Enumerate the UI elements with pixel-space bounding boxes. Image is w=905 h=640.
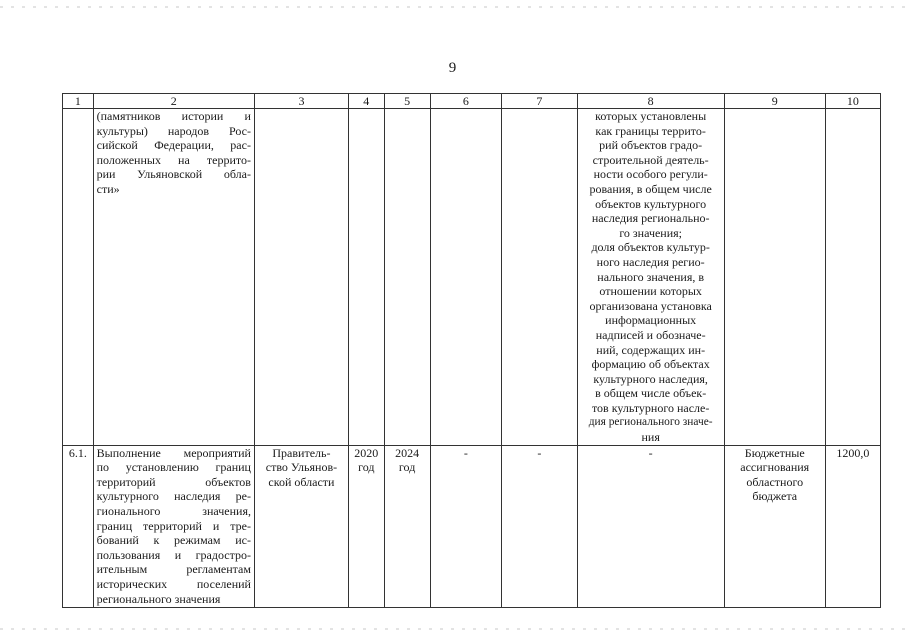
text-line: исторических поселений bbox=[96, 577, 251, 591]
scan-artifact-bottom bbox=[0, 628, 905, 630]
text-line: гионального значения, bbox=[96, 504, 251, 519]
cell-col-6: - bbox=[430, 445, 501, 607]
page-number: 9 bbox=[448, 60, 457, 76]
cell-executor bbox=[254, 445, 348, 607]
text-line: ного наследия регио- bbox=[596, 254, 705, 269]
text-line: рии Ульяновской обла- bbox=[96, 167, 251, 182]
table-row-6-1 bbox=[63, 445, 881, 607]
text-line: которых установлены bbox=[595, 109, 707, 123]
text-line: дия регионального значе- bbox=[588, 416, 713, 429]
text-line: нального значения, в bbox=[597, 269, 705, 284]
text-line: как границы террито- bbox=[595, 123, 706, 138]
text-line: культурного наследия ре- bbox=[96, 489, 251, 504]
text-line: год bbox=[398, 460, 416, 475]
text-line: сти» bbox=[96, 181, 120, 196]
header-col-4: 4 bbox=[348, 94, 384, 109]
cell-executor bbox=[254, 109, 348, 446]
text-line: сийской Федерации, рас- bbox=[96, 138, 251, 153]
text-line: культурного наследия, bbox=[593, 371, 708, 386]
cell-funding-source bbox=[724, 109, 825, 446]
text-line: 2020 bbox=[354, 445, 379, 460]
text-line: Выполнение мероприятий bbox=[96, 445, 251, 460]
text-line: ской области bbox=[268, 474, 335, 489]
cell-col-7 bbox=[502, 109, 578, 446]
cell-indicators: - bbox=[577, 445, 724, 607]
text-line: 2024 bbox=[395, 445, 420, 460]
header-col-9: 9 bbox=[724, 94, 825, 109]
text-line: регионального значения bbox=[96, 591, 221, 606]
text-line: отношении которых bbox=[599, 284, 702, 299]
text-line: Бюджетные bbox=[744, 445, 805, 460]
cell-amount bbox=[825, 109, 880, 446]
table-row-continuation bbox=[63, 109, 881, 446]
table-header-row bbox=[63, 94, 881, 109]
cell-activity bbox=[93, 445, 254, 607]
text-line: Правитель- bbox=[272, 445, 331, 460]
text-line: тов культурного насле- bbox=[591, 400, 710, 415]
text-line: ство Ульянов- bbox=[265, 460, 338, 475]
cell-amount: 1200,0 bbox=[825, 445, 880, 607]
text-line: рования, в общем числе bbox=[589, 181, 712, 196]
text-line: год bbox=[358, 460, 375, 475]
text-line: территорий объектов bbox=[96, 474, 251, 489]
header-col-7: 7 bbox=[502, 94, 578, 109]
text-line: наследия регионально- bbox=[591, 211, 710, 226]
text-line: границ территорий и тре- bbox=[96, 518, 251, 533]
cell-activity-continuation bbox=[93, 109, 254, 446]
text-line: ности особого регули- bbox=[593, 167, 708, 182]
program-table bbox=[62, 93, 881, 608]
text-line: культуры) народов Рос- bbox=[96, 123, 251, 138]
text-line: пользования и градостро- bbox=[96, 547, 251, 562]
text-line: ассигнования bbox=[740, 460, 810, 475]
text-line: объектов культурного bbox=[595, 196, 707, 211]
text-line: (памятников истории и bbox=[96, 109, 251, 123]
text-line: ительным регламентам bbox=[96, 562, 251, 577]
text-line: организована установка bbox=[589, 298, 712, 313]
text-line: в общем числе объек- bbox=[595, 386, 707, 401]
text-line: формацию об объектах bbox=[591, 357, 710, 372]
cell-col-7: - bbox=[502, 445, 578, 607]
text-line: областного bbox=[746, 474, 804, 489]
text-line: бований к режимам ис- bbox=[96, 533, 251, 548]
text-line: положенных на террито- bbox=[96, 152, 251, 167]
text-line: рий объектов градо- bbox=[599, 138, 703, 153]
header-col-10: 10 bbox=[825, 94, 880, 109]
cell-end-year bbox=[384, 445, 430, 607]
text-line: доля объектов культур- bbox=[591, 240, 710, 255]
cell-funding-source bbox=[724, 445, 825, 607]
text-line: ний, содержащих ин- bbox=[596, 342, 706, 357]
header-col-2: 2 bbox=[93, 94, 254, 109]
cell-indicators-continuation bbox=[577, 109, 724, 446]
header-col-8: 8 bbox=[577, 94, 724, 109]
scan-artifact-top bbox=[0, 6, 905, 8]
header-col-3: 3 bbox=[254, 94, 348, 109]
cell-number bbox=[63, 109, 94, 446]
cell-col-6 bbox=[430, 109, 501, 446]
header-col-6: 6 bbox=[430, 94, 501, 109]
header-col-5: 5 bbox=[384, 94, 430, 109]
text-line: строительной деятель- bbox=[592, 152, 709, 167]
text-line: информационных bbox=[605, 313, 697, 328]
cell-start-year bbox=[348, 445, 384, 607]
cell-end-year bbox=[384, 109, 430, 446]
cell-start-year bbox=[348, 109, 384, 446]
text-line: бюджета bbox=[752, 489, 798, 504]
cell-number: 6.1. bbox=[63, 445, 94, 607]
text-line: по установлению границ bbox=[96, 460, 251, 475]
header-col-1: 1 bbox=[63, 94, 94, 109]
text-line: ния bbox=[641, 430, 660, 445]
text-line: надписей и обозначе- bbox=[595, 327, 706, 342]
text-line: го значения; bbox=[619, 225, 683, 240]
